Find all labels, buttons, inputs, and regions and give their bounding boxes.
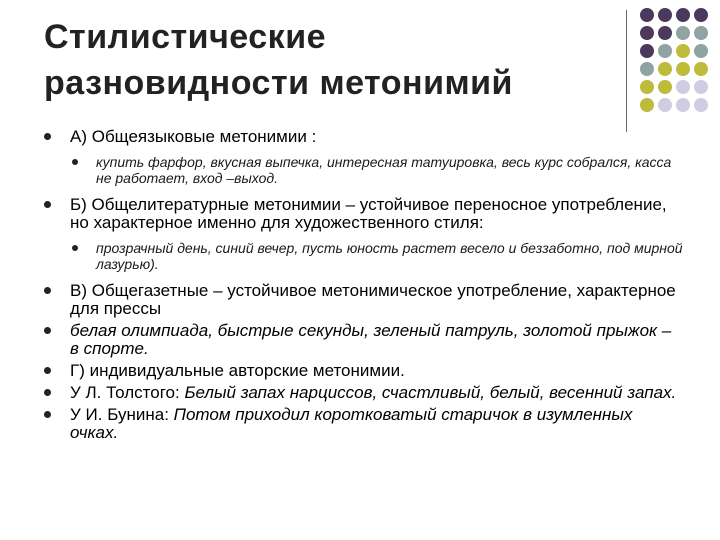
dot-lavender [676,98,690,112]
bullet-icon [44,201,51,208]
list-item-b [44,196,684,232]
dot-olive [676,62,690,76]
slide-title [44,14,604,106]
dot-purple [640,26,654,40]
list-item-v-example [44,322,684,358]
dot-teal [694,26,708,40]
slide-content [44,124,684,442]
dot-purple [640,44,654,58]
sublist-item-text: прозрачный день, синий вечер, пусть юность растет весело и беззаботно, под мирной лазурью). [96,240,683,272]
dot-lavender [694,80,708,94]
dot-purple [640,8,654,22]
decorative-dot-grid [640,8,716,118]
title-line-1: Стилистические [44,18,327,56]
list-item-bunin [44,406,684,442]
list-item-text: Г) индивидуальные авторские метонимии. [70,361,405,380]
bullet-icon [44,133,51,140]
dot-lavender [658,98,672,112]
list-item-a [44,128,684,146]
bullet-icon [44,327,51,334]
dot-lavender [694,98,708,112]
dot-teal [694,44,708,58]
sublist-item-a [44,154,684,186]
dot-purple [694,8,708,22]
sublist-item-b [44,240,684,272]
sublist-item-text: купить фарфор, вкусная выпечка, интересная татуировка, весь курс собрался, касса не работает, вход –выход. [96,154,672,186]
list-item-v [44,282,684,318]
list-item-text: В) Общегазетные – устойчивое метонимическое употребление, характерное для прессы [70,281,676,318]
author-quote: Белый запах нарциссов, счастливый, белый, весенний запах. [184,383,677,402]
list-item-text: Б) Общелитературные метонимии – устойчивое переносное употребление, но характерное именно для художественного стиля: [70,195,667,232]
list-item-tolstoy [44,384,684,402]
dot-olive [658,80,672,94]
dot-purple [676,8,690,22]
dot-olive [676,44,690,58]
dot-teal [658,44,672,58]
dot-olive [658,62,672,76]
bullet-icon [44,389,51,396]
bullet-icon [44,367,51,374]
bullet-icon [72,245,78,251]
author-prefix: У Л. Толстого: [70,383,185,402]
dot-olive [640,80,654,94]
decorative-divider-line [626,10,627,132]
dot-olive [640,98,654,112]
dot-teal [640,62,654,76]
bullet-icon [72,159,78,165]
author-prefix: У И. Бунина: [70,405,174,424]
dot-olive [694,62,708,76]
dot-lavender [676,80,690,94]
dot-teal [676,26,690,40]
list-item-g [44,362,684,380]
bullet-icon [44,411,51,418]
title-line-2: разновидности метонимий [44,64,513,102]
list-item-text: А) Общеязыковые метонимии : [70,127,317,146]
dot-purple [658,26,672,40]
author-quote: Потом приходил коротковатый старичок в изумленных очках. [70,405,633,442]
bullet-icon [44,287,51,294]
dot-purple [658,8,672,22]
list-item-text: белая олимпиада, быстрые секунды, зеленый патруль, золотой прыжок – в спорте. [70,321,672,358]
